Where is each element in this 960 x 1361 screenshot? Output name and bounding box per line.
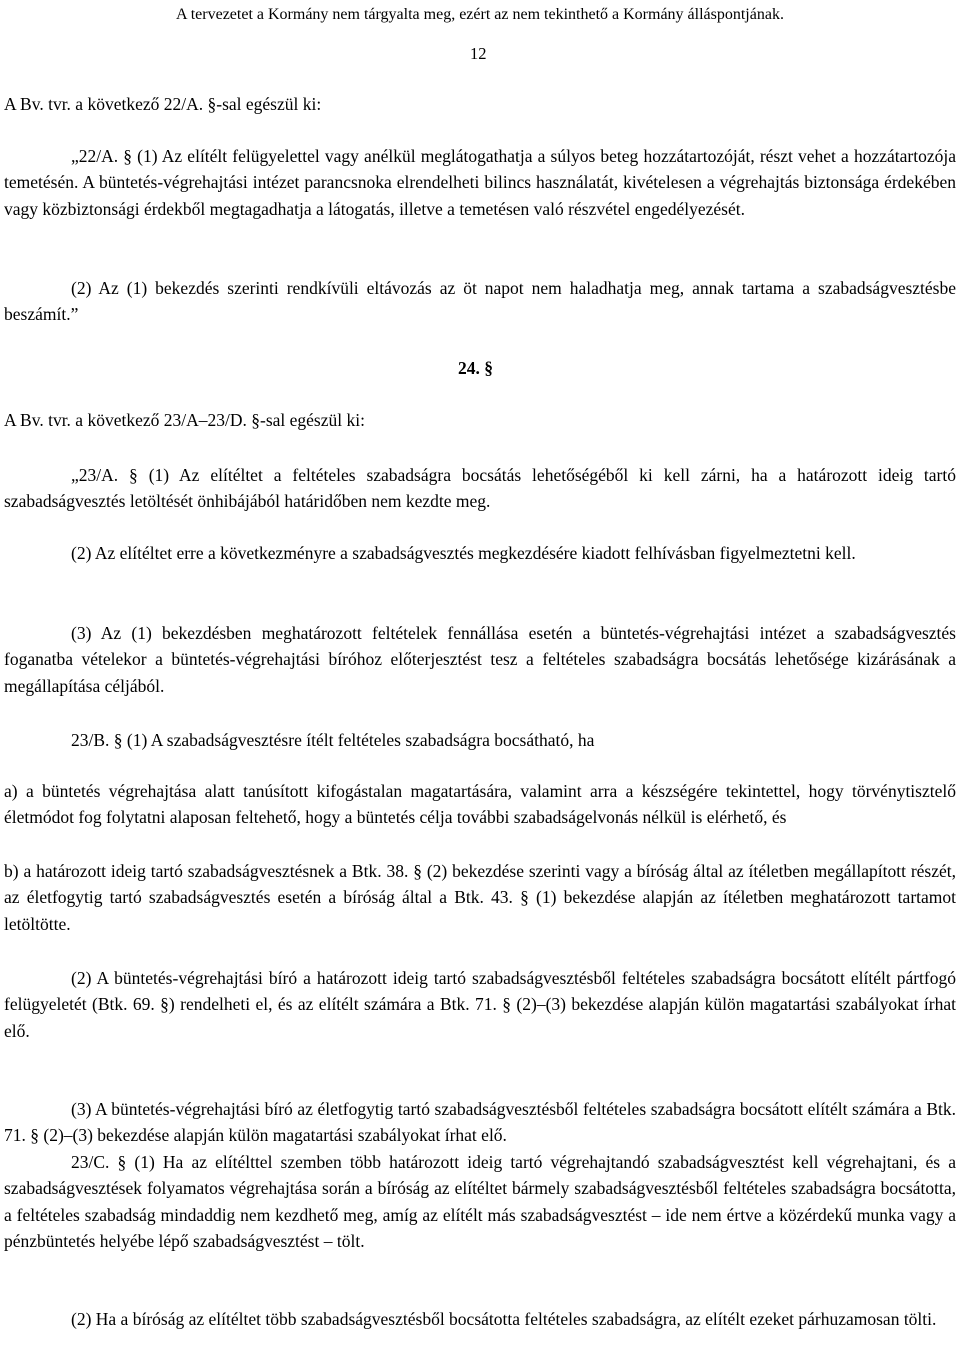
amendment-intro-22a: A Bv. tvr. a következő 22/A. §-sal egészül ki: bbox=[4, 94, 322, 114]
paragraph-23b-point-a: a) a büntetés végrehajtása alatt tanúsított kifogástalan magatartására, valamint arra a készségére tekintettel, hogy törvénytisztelő életmódot fog folytatni alaposan feltehető, hogy a büntetés célja további szabadságelvonás nélkül is elérhető, és bbox=[4, 781, 956, 828]
paragraph-23a-1: „23/A. § (1) Az elítéltet a feltételes szabadságra bocsátás lehetőségéből ki kell zárni, ha a határozott ideig tartó szabadságvesztés letöltését önhibájából határidőben nem kezdte meg. bbox=[4, 465, 956, 512]
paragraph-23a-2: (2) Az elítéltet erre a következményre a szabadságvesztés megkezdésére kiadott felhívásban figyelmeztetni kell. bbox=[71, 543, 856, 563]
paragraph-23b-1: 23/B. § (1) A szabadságvesztésre ítélt feltételes szabadságra bocsátható, ha bbox=[71, 730, 595, 750]
paragraph-23b-3: (3) A büntetés-végrehajtási bíró az életfogytig tartó szabadságvesztésből feltételes szabadságra bocsátott elítélt számára a Btk. 71. § (2)–(3) bekezdése alapján külön magatartási szabályokat írhat elő. bbox=[4, 1099, 956, 1146]
paragraph-23a-3: (3) Az (1) bekezdésben meghatározott feltételek fennállása esetén a büntetés-végrehajtási intézet a szabadságvesztés foganatba vételekor a büntetés-végrehajtási bíróhoz előterjesztést tesz a feltételes szabadságra bocsátás lehetősége kizárásának a megállapítása céljából. bbox=[4, 623, 956, 696]
paragraph-22a-2: (2) Az (1) bekezdés szerinti rendkívüli eltávozás az öt napot nem haladhatja meg, annak tartama a szabadságvesztésbe beszámít.” bbox=[4, 278, 956, 325]
paragraph-22a-1: „22/A. § (1) Az elítélt felügyelettel vagy anélkül meglátogathatja a súlyos beteg hozzátartozóját, részt vehet a hozzátartozója temetésén. A büntetés-végrehajtási intézet parancsnoka elrendelheti bilincs használatát, kivételesen a végrehajtás biztonsága érdekében vagy közbiztonsági érdekből megtagadhatja a látogatás, illetve a temetésen való részvétel engedélyezését. bbox=[4, 146, 956, 219]
paragraph-23b-2: (2) A büntetés-végrehajtási bíró a határozott ideig tartó szabadságvesztésből feltételes szabadságra bocsátott elítélt pártfogó felügyeletét (Btk. 69. §) rendelheti el, és az elítélt számára a Btk. 71. § (2)–(3) bekezdése alapján külön magatartási szabályokat írhat elő. bbox=[4, 968, 956, 1041]
page-number: 12 bbox=[470, 44, 487, 63]
paragraph-23c-1: 23/C. § (1) Ha az elítélttel szemben több határozott ideig tartó végrehajtandó szabadságvesztést kell végrehajtani, és a szabadságvesztések folyamatos végrehajtása során a bíróság az elítéltet bármely szabadságvesztésből feltételes szabadságra bocsátotta, a feltételes szabadság mindaddig nem kezdhető meg, amíg az elítélt más szabadságvesztést – ide nem értve a közérdekű munka vagy a pénzbüntetés helyébe lépő szabadságvesztést – tölt. bbox=[4, 1152, 956, 1252]
section-title: 24. § bbox=[458, 358, 493, 378]
page-header-disclaimer: A tervezetet a Kormány nem tárgyalta meg, ezért az nem tekinthető a Kormány álláspontjának. bbox=[176, 6, 784, 23]
paragraph-23b-point-b: b) a határozott ideig tartó szabadságvesztésnek a Btk. 38. § (2) bekezdése szerinti vagy a bíróság által az ítéletben megállapított részét, az életfogytig tartó szabadságvesztés esetén a bíróság által a Btk. 43. § (1) bekezdése alapján az ítéletben meghatározott tartamot letöltötte. bbox=[4, 861, 956, 934]
paragraph-23c-2: (2) Ha a bíróság az elítéltet több szabadságvesztésből bocsátotta feltételes szabadságra, az elítélt ezeket párhuzamosan tölti. bbox=[71, 1309, 937, 1329]
amendment-intro-23: A Bv. tvr. a következő 23/A–23/D. §-sal egészül ki: bbox=[4, 410, 365, 430]
